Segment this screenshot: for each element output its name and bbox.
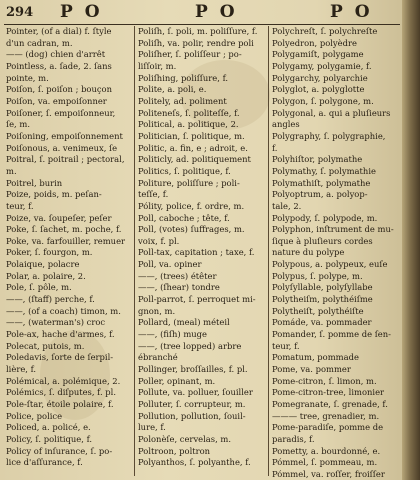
dictionary-entry-line: Pollute, va. polluer, ſouiller bbox=[138, 387, 253, 398]
dictionary-entry-line: Policed, a. policé, e. bbox=[6, 422, 91, 433]
dictionary-entry-line: Pointer, (of a dial) f. ſtyle bbox=[6, 26, 112, 36]
dictionary-entry-line: Polyglot, a. polyglotte bbox=[272, 84, 365, 95]
dictionary-entry-line: Pólity, police, f. ordre, m. bbox=[138, 200, 245, 211]
dictionary-entry-line: Poliſhing, poliſſure, f. bbox=[138, 72, 229, 83]
dictionary-entry-line: Polygonal, a. qui a pluſieurs bbox=[272, 107, 391, 118]
dictionary-entry-line: Poll, va. opiner bbox=[138, 259, 202, 270]
dictionary-entry-line: Pole-ax, hache d'armes, f. bbox=[6, 329, 115, 340]
dictionary-entry-line: Pollution, pollution, ſouil- bbox=[138, 410, 246, 421]
dictionary-entry-line: Politicly, ad. politiquement bbox=[138, 154, 251, 165]
dictionary-entry-line: Poliſher, ſ. poliſſeur ; po- bbox=[138, 49, 242, 60]
dictionary-entry-line: Poliſh, va. polir, rendre poli bbox=[138, 37, 254, 48]
dictionary-entry-line: Polygraphy, ſ. polygraphie, bbox=[272, 130, 386, 141]
dictionary-entry-line: Poize, poids, m. peſan- bbox=[6, 189, 102, 200]
dictionary-entry-line: Polonèſe, cervelas, m. bbox=[138, 433, 232, 444]
dictionary-entry-line: Politics, ſ. politique, f. bbox=[138, 165, 231, 176]
dictionary-entry-line: Politure, poliſſure ; poli- bbox=[138, 177, 240, 188]
dictionary-entry-line: teur, f. bbox=[272, 340, 300, 351]
dictionary-entry-line: Pollinger, broſſailles, f. pl. bbox=[138, 364, 248, 375]
dictionary-entry-line: Pome, va. pommer bbox=[272, 364, 351, 375]
dictionary-entry-line: Pointless, a. ſade, 2. ſans bbox=[6, 60, 112, 71]
dictionary-entry-line: m. bbox=[6, 165, 17, 176]
dictionary-entry-line: Pomatum, pommade bbox=[272, 352, 359, 363]
column-2-letters: P O bbox=[195, 2, 238, 22]
dictionary-entry-line: Pomegranate, ſ. grenade, f. bbox=[272, 399, 388, 409]
dictionary-entry-line: Polygamiſt, polygame bbox=[272, 49, 364, 60]
page-header bbox=[0, 2, 402, 24]
column-divider bbox=[268, 26, 269, 476]
page-number: 294 bbox=[6, 5, 34, 20]
dictionary-entry-line: gnon, m. bbox=[138, 305, 176, 316]
dictionary-entry-line: d'un cadran, m. bbox=[6, 37, 73, 48]
dictionary-entry-line: Polyoptrum, a. polyop- bbox=[272, 189, 368, 200]
dictionary-entry-line: Polémics, ſ. diſputes, f. pl. bbox=[6, 387, 116, 398]
dictionary-entry-line: ——, (of a coach) timon, m. bbox=[6, 305, 121, 316]
dictionary-entry-line: Polyanthos, ſ. polyanthe, f. bbox=[138, 457, 251, 468]
column-3-letters: P O bbox=[330, 2, 373, 22]
dictionary-entry-line: Poll, (votes) ſuffrages, m. bbox=[138, 224, 245, 235]
dictionary-entry-line: Polaique, polacre bbox=[6, 259, 80, 270]
dictionary-entry-line: teur, f. bbox=[6, 200, 34, 211]
dictionary-entry-line: Pómmel, ſ. pommeau, m. bbox=[272, 457, 378, 468]
dictionary-entry-line: lure, f. bbox=[138, 422, 166, 433]
dictionary-entry-line: Polyphon, inſtrument de mu- bbox=[272, 224, 394, 235]
dictionary-entry-line: paradis, f. bbox=[272, 433, 315, 444]
dictionary-entry-line: Poke, ſ. ſachet, m. poche, f. bbox=[6, 224, 122, 235]
dictionary-entry-line: Pomáde, va. pommader bbox=[272, 317, 372, 328]
dictionary-entry-line: ——, (fiſh) muge bbox=[138, 329, 208, 340]
dictionary-entry-line: Policy of inſurance, ſ. po- bbox=[6, 445, 113, 456]
dictionary-entry-line: Polyſyllable, polyſyllabe bbox=[272, 282, 373, 293]
dictionary-entry-line: Political, a. politique, 2. bbox=[138, 119, 239, 130]
dictionary-entry-line: lière, f. bbox=[6, 364, 37, 375]
dictionary-entry-line: Polar, a. polaire, 2. bbox=[6, 270, 86, 281]
dictionary-entry-line: Polecat, putois, m. bbox=[6, 340, 85, 351]
dictionary-entry-line: Polémical, a. polémique, 2. bbox=[6, 375, 121, 386]
dictionary-entry-line: Polychreſt, ſ. polychreſte bbox=[272, 26, 378, 36]
dictionary-entry-line: pointe, m. bbox=[6, 72, 49, 83]
dictionary-entry-line: Politic, a. fin, e ; adroit, e. bbox=[138, 142, 248, 153]
column-1-letters: P O bbox=[60, 2, 103, 22]
dictionary-entry-line: Pometty, a. bourdonné, e. bbox=[272, 445, 381, 456]
dictionary-entry-line: Polluter, ſ. corrupteur, m. bbox=[138, 399, 246, 409]
dictionary-entry-line: ſe, m. bbox=[6, 119, 30, 130]
dictionary-entry-line: Poledavis, ſorte de ſerpil- bbox=[6, 352, 114, 363]
dictionary-entry-line: ——, (trees) étêter bbox=[138, 270, 217, 281]
column-2 bbox=[138, 26, 264, 480]
dictionary-entry-line: Pollard, (meal) méteil bbox=[138, 317, 230, 328]
dictionary-entry-line: Politician, ſ. politique, m. bbox=[138, 130, 245, 141]
dictionary-entry-line: liſſoir, m. bbox=[138, 60, 177, 71]
dictionary-entry-line: ——, (ſhear) tondre bbox=[138, 282, 220, 293]
dictionary-entry-line: Polygon, ſ. polygone, m. bbox=[272, 95, 374, 106]
dictionary-entry-line: voix, f. pl. bbox=[138, 235, 180, 246]
dictionary-entry-line: Polytheiſm, polythéiſme bbox=[272, 294, 373, 305]
dictionary-entry-line: Poliſh, ſ. poli, m. poliſſure, f. bbox=[138, 26, 258, 36]
dictionary-entry-line: ——, (ſtaff) perche, f. bbox=[6, 294, 95, 305]
dictionary-entry-line: Pole-ſtar, étoile polaire, f. bbox=[6, 399, 114, 409]
dictionary-entry-line: Poitrel, burin bbox=[6, 177, 63, 188]
header-rule bbox=[4, 24, 400, 25]
dictionary-entry-line: Polite, a. poli, e. bbox=[138, 84, 207, 95]
dictionary-entry-line: Pómmel, va. roſſer, froiſſer bbox=[272, 468, 385, 479]
column-1 bbox=[6, 26, 130, 480]
dictionary-entry-line: Poiſonous, a. venimeux, ſe bbox=[6, 142, 118, 153]
column-divider bbox=[134, 26, 135, 476]
dictionary-entry-line: Poll-parrot, ſ. perroquet mi- bbox=[138, 294, 256, 305]
dictionary-entry-line: Poiſoner, ſ. empoiſonneur, bbox=[6, 107, 116, 118]
dictionary-entry-line: Pome-paradiſe, pomme de bbox=[272, 422, 384, 433]
dictionary-entry-line: Poltroon, poltron bbox=[138, 445, 211, 456]
dictionary-entry-line: Policy, ſ. politique, f. bbox=[6, 433, 93, 444]
dictionary-entry-line: ——, (waterman's) croc bbox=[6, 317, 106, 328]
dictionary-entry-line: Polypous, a. polypeux, euſe bbox=[272, 259, 388, 270]
dictionary-entry-line: Polypody, ſ. polypode, m. bbox=[272, 212, 378, 223]
dictionary-entry-line: Poll, caboche ; tête, f. bbox=[138, 212, 230, 223]
dictionary-entry-line: Polygarchy, polyarchie bbox=[272, 72, 368, 83]
dictionary-entry-line: Polygamy, polygamie, f. bbox=[272, 60, 372, 71]
dictionary-entry-line: angles bbox=[272, 119, 300, 130]
dictionary-entry-line: ——— tree, grenadier, m. bbox=[272, 410, 380, 421]
book-binding-edge bbox=[402, 0, 420, 480]
dictionary-entry-line: Polyedron, polyèdre bbox=[272, 37, 357, 48]
dictionary-entry-line: Poize, va. ſoupeſer, peſer bbox=[6, 212, 112, 223]
dictionary-entry-line: Poke, va. farfouiller, remuer bbox=[6, 235, 126, 246]
dictionary-entry-line: nature du polype bbox=[272, 247, 345, 258]
dictionary-entry-line: ébranché bbox=[138, 352, 178, 363]
dictionary-entry-line: lice d'aſſurance, f. bbox=[6, 457, 83, 468]
dictionary-entry-line: Poitral, ſ. poitrail ; pectoral, bbox=[6, 154, 125, 165]
dictionary-entry-line: —— (dog) chien d'arrêt bbox=[6, 49, 106, 60]
dictionary-entry-line: Pome-citron, ſ. limon, m. bbox=[272, 375, 377, 386]
dictionary-entry-line: Police, police bbox=[6, 410, 63, 421]
dictionary-entry-line: Poiſoning, empoiſonnement bbox=[6, 130, 123, 141]
column-3 bbox=[272, 26, 400, 480]
dictionary-entry-line: Pole, ſ. pôle, m. bbox=[6, 282, 72, 293]
dictionary-entry-line: Polyhiſtor, polymathe bbox=[272, 154, 363, 165]
dictionary-entry-line: Politeneſs, ſ. politeſſe, f. bbox=[138, 107, 240, 118]
dictionary-entry-line: Poker, ſ. fourgon, m. bbox=[6, 247, 93, 258]
dictionary-entry-line: Polymathy, ſ. polymathie bbox=[272, 165, 376, 176]
dictionary-entry-line: Polytheiſt, polythéiſte bbox=[272, 305, 364, 316]
dictionary-entry-line: Polypus, ſ. polype, m. bbox=[272, 270, 363, 281]
dictionary-entry-line: ſique à pluſieurs cordes bbox=[272, 235, 373, 246]
dictionary-entry-line: f. bbox=[272, 142, 278, 153]
dictionary-entry-line: Pome-citron-tree, limonier bbox=[272, 387, 385, 398]
dictionary-entry-line: Poiſon, va. empoiſonner bbox=[6, 95, 107, 106]
dictionary-entry-line: ——, (tree lopped) arbre bbox=[138, 340, 242, 351]
dictionary-entry-line: Poller, opinant, m. bbox=[138, 375, 216, 386]
dictionary-entry-line: Pomander, ſ. pomme de ſen- bbox=[272, 329, 391, 340]
dictionary-entry-line: Poll-tax, capitation ; taxe, f. bbox=[138, 247, 255, 258]
dictionary-entry-line: Poiſon, ſ. poiſon ; bouçon bbox=[6, 84, 112, 95]
dictionary-entry-line: tale, 2. bbox=[272, 200, 302, 211]
dictionary-entry-line: Polymathiſt, polymathe bbox=[272, 177, 371, 188]
dictionary-entry-line: teſſe, f. bbox=[138, 189, 169, 200]
dictionary-entry-line: Politely, ad. poliment bbox=[138, 95, 227, 106]
